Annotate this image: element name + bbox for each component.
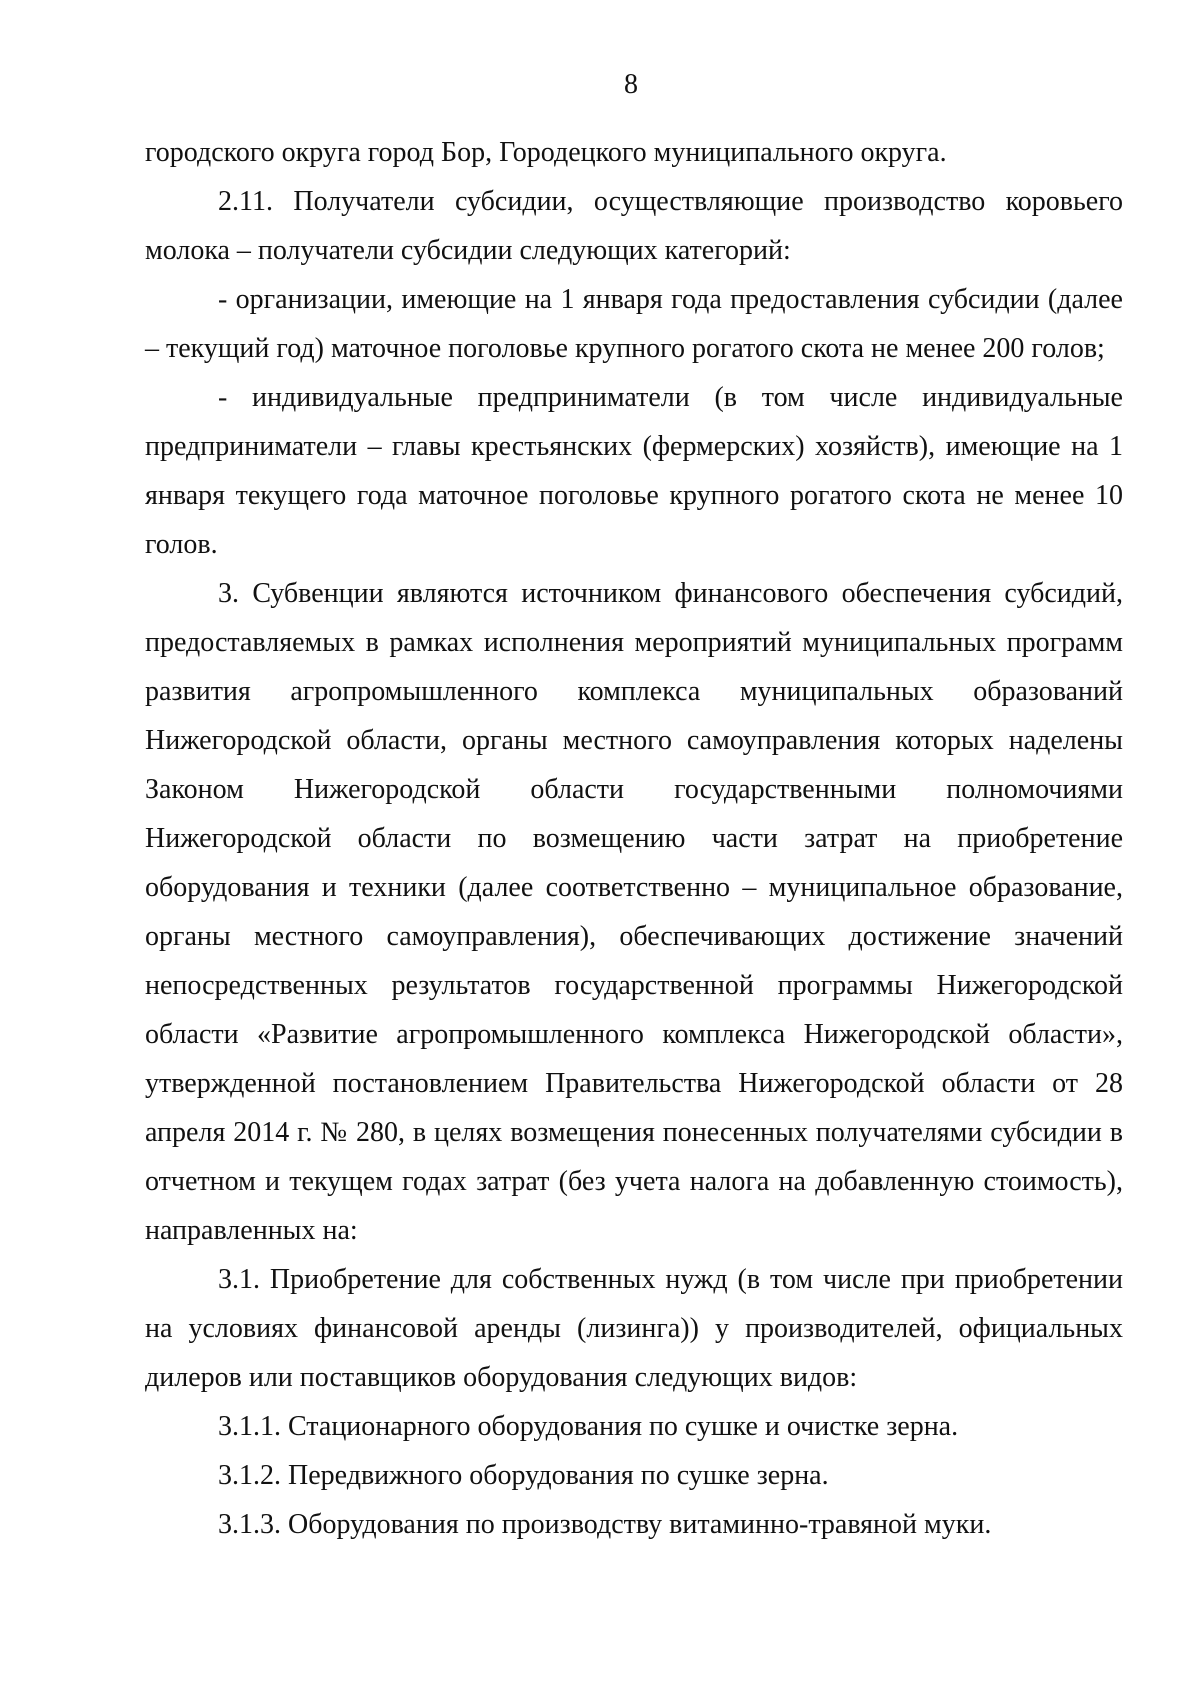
- paragraph-continuation: городского округа город Бор, Городецкого муниципального округа.: [145, 137, 947, 168]
- paragraph-3-1: 3.1. Приобретение для собственных нужд (в том числе при приобретении на условиях финансовой аренды (лизинга)) у производителей, официальных дилеров или поставщиков оборудования следующих видов:: [145, 1264, 1123, 1393]
- paragraph-entrepreneurs: - индивидуальные предприниматели (в том числе индивидуальные предприниматели – главы крестьянских (фермерских) хозяйств), имеющие на 1 января текущего года маточное поголовье крупного рогатого скота не менее 10 голов.: [145, 382, 1123, 560]
- document-body: [145, 128, 1123, 1549]
- paragraph-2-11: 2.11. Получатели субсидии, осуществляющие производство коровьего молока – получатели субсидии следующих категорий:: [145, 186, 1123, 266]
- page-number: 8: [624, 69, 638, 100]
- paragraph-3: 3. Субвенции являются источником финансового обеспечения субсидий, предоставляемых в рамках исполнения мероприятий муниципальных программ развития агропромышленного комплекса муниципальных образований Нижегородской области, органы местного самоуправления которых наделены Законом Нижегородской области государственными полномочиями Нижегородской области по возмещению части затрат на приобретение оборудования и техники (далее соответственно – муниципальное образование, органы местного самоуправления), обеспечивающих достижение значений непосредственных результатов государственной программы Нижегородской области «Развитие агропромышленного комплекса Нижегородской области», утвержденной постановлением Правительства Нижегородской области от 28 апреля 2014 г. № 280, в целях возмещения понесенных получателями субсидии в отчетном и текущем годах затрат (без учета налога на добавленную стоимость), направленных на:: [145, 578, 1123, 1246]
- paragraph-3-1-3: 3.1.3. Оборудования по производству витаминно-травяной муки.: [218, 1509, 992, 1540]
- paragraph-3-1-2: 3.1.2. Передвижного оборудования по сушке зерна.: [218, 1460, 829, 1491]
- paragraph-3-1-1: 3.1.1. Стационарного оборудования по сушке и очистке зерна.: [218, 1411, 959, 1442]
- paragraph-organizations: - организации, имеющие на 1 января года предоставления субсидии (далее – текущий год) маточное поголовье крупного рогатого скота не менее 200 голов;: [145, 284, 1123, 364]
